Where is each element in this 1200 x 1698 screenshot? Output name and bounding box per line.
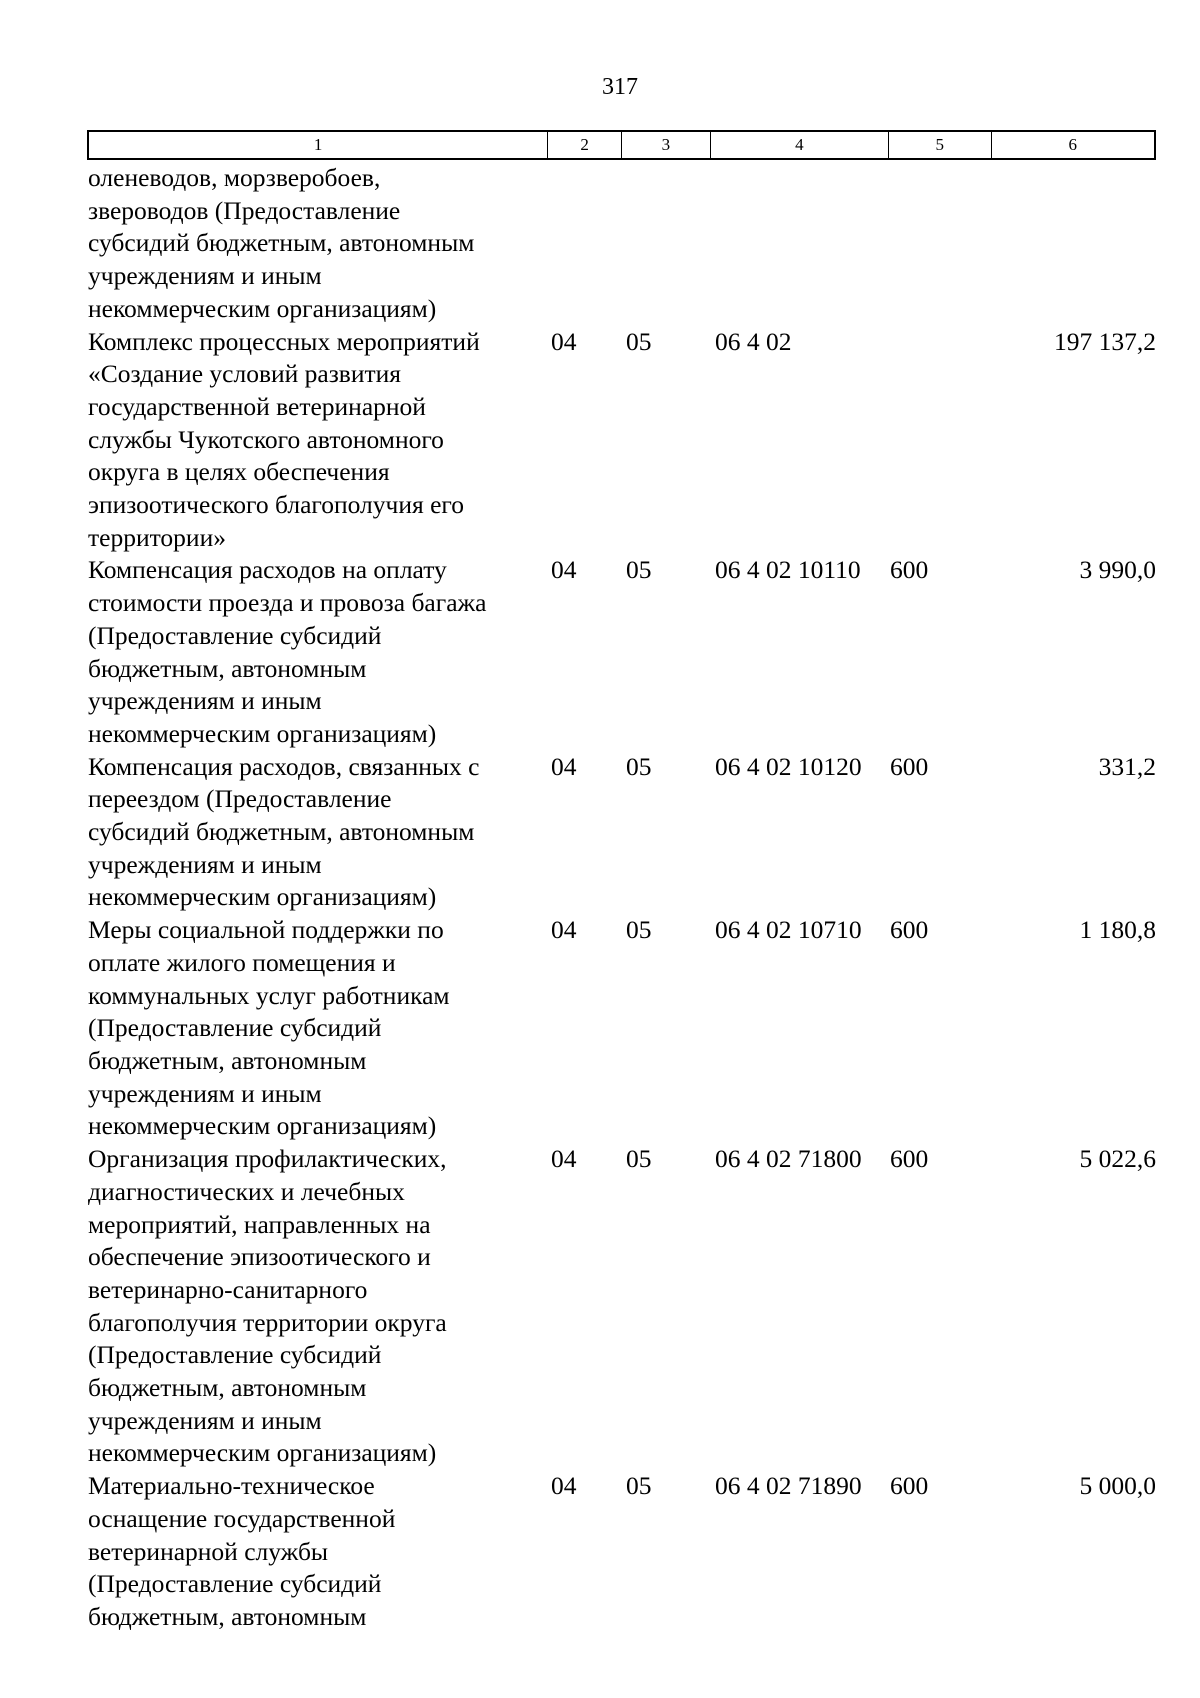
row-subsection: 05 [626, 1144, 652, 1174]
header-col-5: 5 [889, 132, 992, 158]
table-row [87, 751, 1156, 915]
row-description: Материально-техническое оснащение государственной ветеринарной службы (Предоставление субсидий бюджетным, автономным [88, 1471, 396, 1631]
header-col-6: 6 [1068, 135, 1078, 154]
row-subsection [622, 162, 711, 326]
row-section: 04 [551, 751, 577, 781]
row-expense-type [890, 162, 993, 326]
page-number: 317 [602, 74, 638, 100]
row-amount: 5 022,6 [1079, 1144, 1156, 1174]
row-section: 04 [551, 1144, 577, 1174]
row-amount: 3 990,0 [1079, 555, 1156, 585]
row-subsection: 05 [626, 555, 652, 585]
row-description: Меры социальной поддержки по оплате жилого помещения и коммунальных услуг работникам (Предоставление субсидий бюджетным, автономным учреждениям и иным некоммерческим организациям) [88, 915, 450, 1141]
row-expense-type: 600 [890, 1144, 929, 1174]
table-row [87, 914, 1156, 1143]
row-subsection: 05 [626, 915, 652, 945]
row-target-article: 06 4 02 10120 [715, 751, 862, 781]
row-expense-type: 600 [890, 555, 929, 585]
header-col-1: 1 [89, 132, 548, 158]
row-description: Компенсация расходов на оплату стоимости проезда и провоза багажа (Предоставление субсидий бюджетным, автономным учреждениям и иным некоммерческим организациям) [88, 555, 487, 748]
row-description: Комплекс процессных мероприятий «Создание условий развития государственной ветеринарной службы Чукотского автономного округа в целях обеспечения эпизоотического благополучия его территории» [88, 326, 480, 552]
table-row [87, 326, 1156, 555]
table-row [87, 1470, 1156, 1634]
row-amount [993, 162, 1156, 326]
table-header [87, 130, 1156, 160]
row-expense-type [890, 326, 993, 555]
row-target-article: 06 4 02 10710 [715, 915, 862, 945]
row-amount: 197 137,2 [1054, 326, 1156, 356]
row-expense-type: 600 [890, 915, 929, 945]
row-section [548, 162, 622, 326]
row-amount: 1 180,8 [1079, 915, 1156, 945]
row-description: оленеводов, морзверобоев, звероводов (Предоставление субсидий бюджетным, автономным учреждениям и иным некоммерческим организациям) [88, 163, 475, 323]
row-amount: 5 000,0 [1079, 1471, 1156, 1501]
header-col-2: 2 [548, 132, 622, 158]
row-section: 04 [551, 326, 577, 356]
row-section: 04 [551, 1471, 577, 1501]
row-target-article [711, 162, 890, 326]
row-description: Организация профилактических, диагностических и лечебных мероприятий, направленных на обеспечение эпизоотического и ветеринарно-санитарного благополучия территории округа (Предоставление субсидий бюджетным, автономным учреждениям и иным некоммерческим организациям) [88, 1144, 447, 1468]
row-target-article: 06 4 02 71800 [715, 1144, 862, 1174]
table-body [87, 162, 1156, 1634]
table-row [87, 1143, 1156, 1470]
row-target-article: 06 4 02 [715, 326, 792, 356]
header-col-4: 4 [711, 132, 889, 158]
row-section: 04 [551, 915, 577, 945]
row-expense-type: 600 [890, 1471, 929, 1501]
row-amount: 331,2 [1098, 751, 1156, 781]
row-target-article: 06 4 02 10110 [715, 555, 861, 585]
row-description: Компенсация расходов, связанных с переездом (Предоставление субсидий бюджетным, автономным учреждениям и иным некоммерческим организациям) [88, 751, 480, 912]
row-subsection: 05 [626, 1471, 652, 1501]
row-subsection: 05 [626, 751, 652, 781]
row-target-article: 06 4 02 71890 [715, 1471, 862, 1501]
table-row [87, 162, 1156, 326]
header-col-3: 3 [622, 132, 711, 158]
row-expense-type: 600 [890, 751, 929, 781]
row-subsection: 05 [626, 326, 652, 356]
row-section: 04 [551, 555, 577, 585]
table-row [87, 554, 1156, 750]
